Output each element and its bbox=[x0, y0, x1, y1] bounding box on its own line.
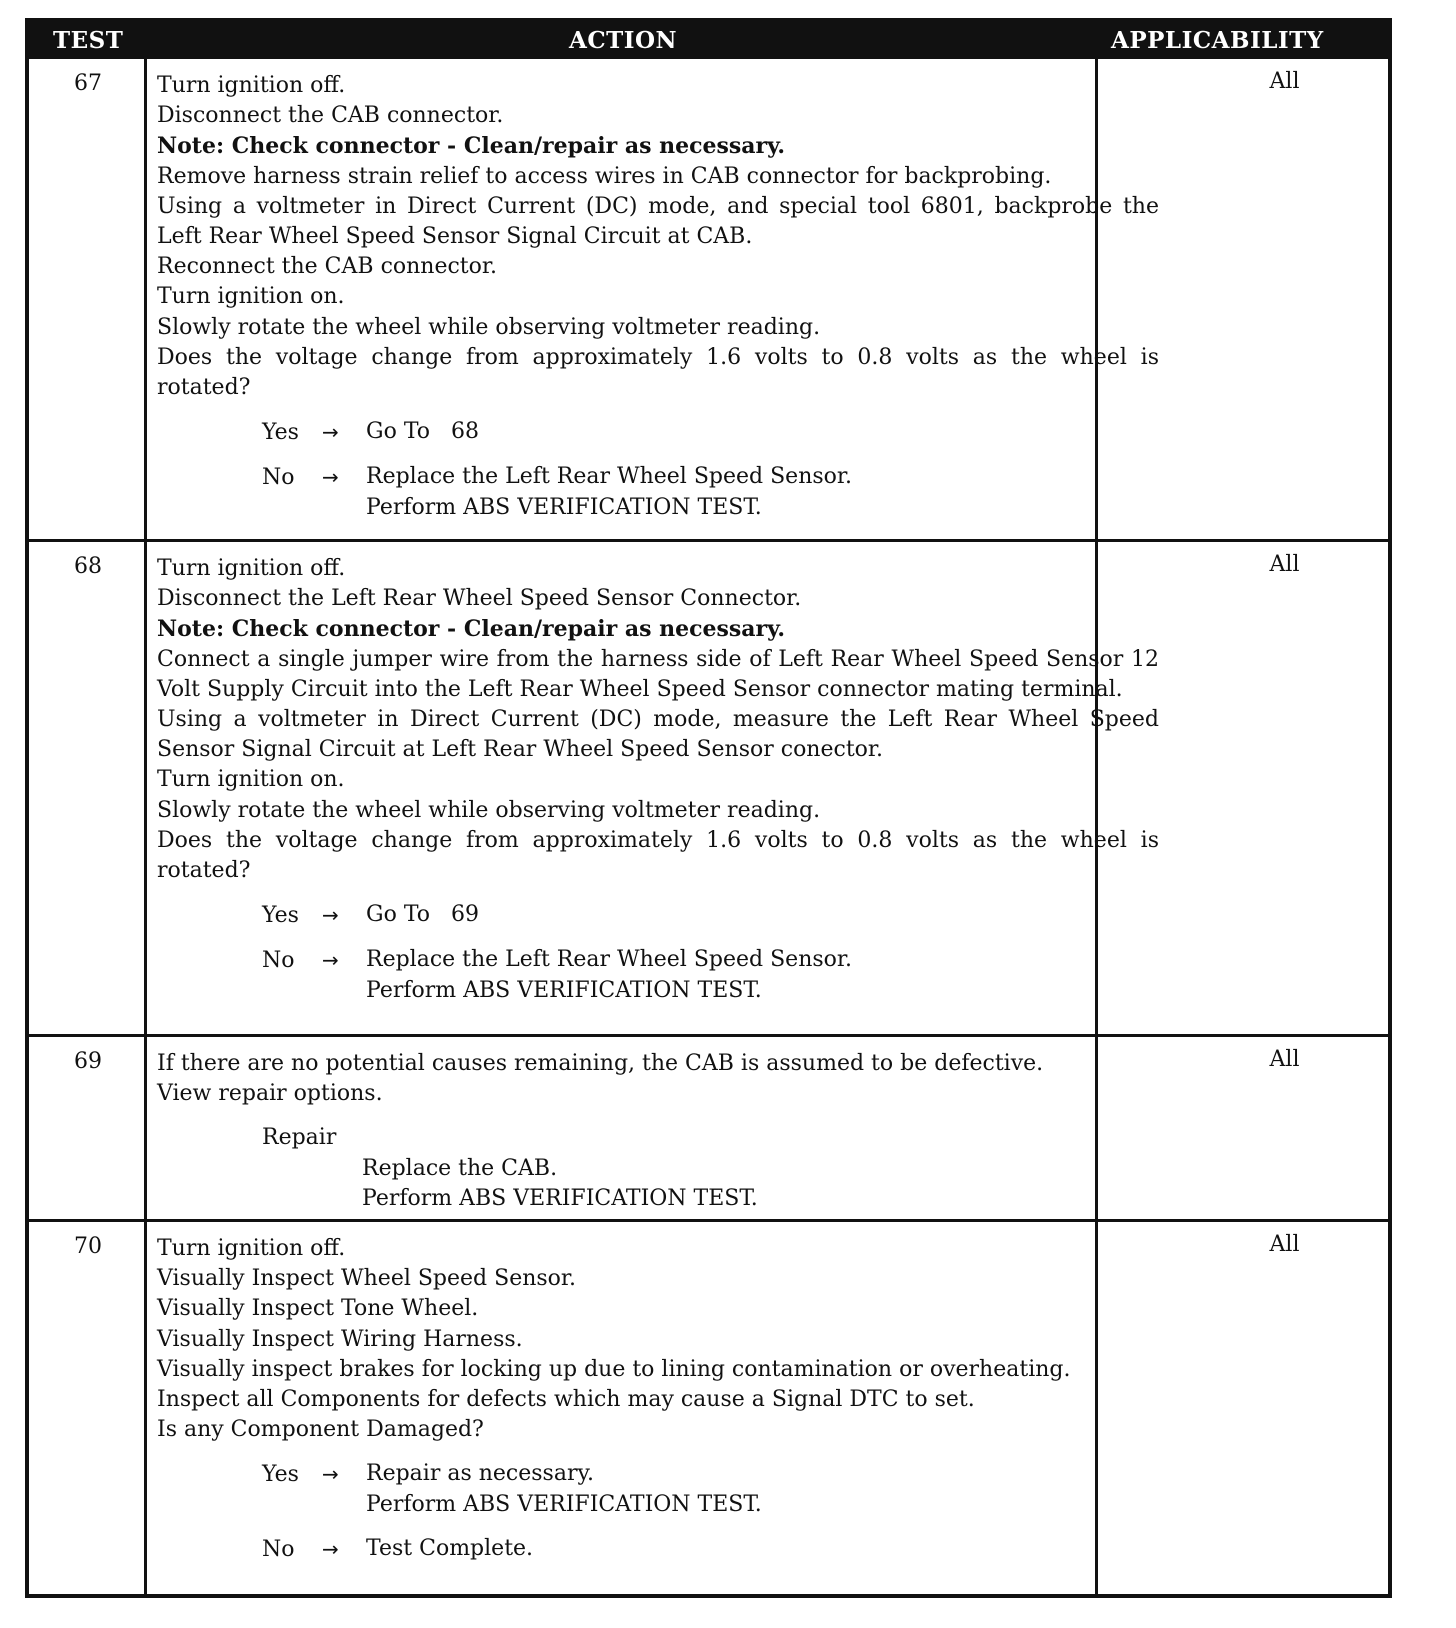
action-line: Visually Inspect Wiring Harness. bbox=[157, 1326, 523, 1352]
action-line: Turn ignition off. bbox=[157, 73, 346, 98]
test-number: 67 bbox=[74, 71, 102, 96]
test-number: 68 bbox=[74, 554, 102, 579]
action-line: Reconnect the CAB connector. bbox=[157, 254, 497, 280]
result-line: Perform ABS VERIFICATION TEST. bbox=[366, 977, 762, 1003]
no-label: No bbox=[262, 465, 295, 491]
action-line: Inspect all Components for defects which may cause a Signal DTC to set. bbox=[157, 1387, 975, 1413]
yes-result bbox=[366, 1459, 762, 1519]
note-line: Note: Check connector - Clean/repair as necessary. bbox=[157, 133, 786, 160]
test-number: 70 bbox=[74, 1234, 102, 1259]
table-row-69 bbox=[29, 1037, 1388, 1222]
header-applicability: APPLICABILITY bbox=[1111, 27, 1324, 54]
question-line: Does the voltage change from approximately 1.6 volts to 0.8 volts as the wheel is rotated? bbox=[157, 344, 1159, 401]
no-label: No bbox=[262, 948, 295, 974]
test-number: 69 bbox=[74, 1049, 102, 1074]
action-line: View repair options. bbox=[157, 1081, 383, 1107]
result-line: Go To 68 bbox=[366, 419, 479, 445]
yes-label: Yes bbox=[262, 1462, 299, 1488]
action-cell bbox=[157, 71, 1159, 523]
yes-result bbox=[366, 417, 479, 447]
table-row-70 bbox=[29, 1222, 1388, 1598]
table-header bbox=[29, 22, 1388, 59]
no-label: No bbox=[262, 1536, 295, 1562]
action-line: If there are no potential causes remaining, the CAB is assumed to be defective. bbox=[157, 1051, 1044, 1076]
note-line: Note: Check connector - Clean/repair as necessary. bbox=[157, 616, 786, 643]
action-line: Using a voltmeter in Direct Current (DC) mode, measure the Left Rear Wheel Speed Sensor Signal Circuit at Left Rear Wheel Speed Sensor conector. bbox=[157, 707, 1159, 763]
action-line: Disconnect the Left Rear Wheel Speed Sensor Connector. bbox=[157, 586, 802, 612]
arrow-icon: → bbox=[322, 465, 339, 490]
no-result bbox=[366, 1534, 533, 1564]
arrow-icon: → bbox=[322, 1462, 339, 1487]
diagnostic-table bbox=[25, 18, 1392, 1598]
result-line: Replace the Left Rear Wheel Speed Sensor. bbox=[366, 947, 852, 973]
action-line: Turn ignition on. bbox=[157, 767, 345, 793]
action-line: Turn ignition off. bbox=[157, 556, 346, 581]
repair-items bbox=[157, 1154, 1159, 1214]
action-line: Visually Inspect Tone Wheel. bbox=[157, 1296, 479, 1322]
action-line: Turn ignition off. bbox=[157, 1236, 346, 1261]
applicability-cell: All bbox=[1269, 552, 1300, 577]
question-line: Does the voltage change from approximately 1.6 volts to 0.8 volts as the wheel is rotated? bbox=[157, 827, 1159, 884]
action-cell bbox=[157, 554, 1159, 1006]
action-line: Disconnect the CAB connector. bbox=[157, 103, 504, 129]
repair-label: Repair bbox=[262, 1125, 337, 1151]
applicability-cell: All bbox=[1269, 1047, 1300, 1072]
repair-line: Perform ABS VERIFICATION TEST. bbox=[362, 1185, 758, 1211]
result-line: Perform ABS VERIFICATION TEST. bbox=[366, 494, 762, 520]
no-outcome bbox=[157, 945, 1159, 1005]
yes-outcome bbox=[157, 900, 1159, 931]
result-line: Replace the Left Rear Wheel Speed Sensor. bbox=[366, 464, 852, 490]
action-line: Visually Inspect Wheel Speed Sensor. bbox=[157, 1266, 577, 1292]
question-line: Is any Component Damaged? bbox=[157, 1417, 484, 1443]
yes-result bbox=[366, 900, 479, 930]
header-action: ACTION bbox=[569, 27, 678, 54]
applicability-cell: All bbox=[1269, 69, 1300, 94]
no-result bbox=[366, 462, 852, 522]
no-result bbox=[366, 945, 852, 1005]
result-line: Test Complete. bbox=[366, 1535, 534, 1561]
applicability-cell: All bbox=[1269, 1232, 1300, 1257]
action-line: Using a voltmeter in Direct Current (DC) mode, and special tool 6801, backprobe the Left Rear Wheel Speed Sensor Signal Circuit at CAB. bbox=[157, 193, 1159, 250]
arrow-icon: → bbox=[322, 1536, 339, 1561]
action-line: Remove harness strain relief to access wires in CAB connector for backprobing. bbox=[157, 163, 1052, 189]
arrow-icon: → bbox=[322, 420, 339, 445]
result-line: Repair as necessary. bbox=[366, 1461, 594, 1487]
result-line: Perform ABS VERIFICATION TEST. bbox=[366, 1491, 762, 1517]
action-line: Turn ignition on. bbox=[157, 284, 345, 310]
yes-outcome bbox=[157, 417, 1159, 448]
action-cell bbox=[157, 1049, 1159, 1214]
yes-label: Yes bbox=[262, 420, 299, 446]
repair-line: Replace the CAB. bbox=[362, 1155, 558, 1181]
arrow-icon: → bbox=[322, 948, 339, 973]
result-line: Go To 69 bbox=[366, 902, 479, 928]
yes-label: Yes bbox=[262, 903, 299, 929]
action-line: Visually inspect brakes for locking up due to lining contamination or overheating. bbox=[157, 1356, 1071, 1382]
header-test: TEST bbox=[53, 27, 124, 54]
no-outcome bbox=[157, 462, 1159, 522]
yes-outcome bbox=[157, 1459, 1159, 1519]
action-line: Slowly rotate the wheel while observing voltmeter reading. bbox=[157, 797, 821, 823]
no-outcome bbox=[157, 1534, 1159, 1565]
table-row-67 bbox=[29, 59, 1388, 542]
arrow-icon: → bbox=[322, 903, 339, 928]
action-line: Slowly rotate the wheel while observing voltmeter reading. bbox=[157, 314, 821, 340]
table-row-68 bbox=[29, 542, 1388, 1037]
action-cell bbox=[157, 1234, 1159, 1565]
action-line: Connect a single jumper wire from the harness side of Left Rear Wheel Speed Sensor 12 Volt Supply Circuit into the Left Rear Wheel Speed Sensor connector mating terminal. bbox=[157, 646, 1159, 702]
